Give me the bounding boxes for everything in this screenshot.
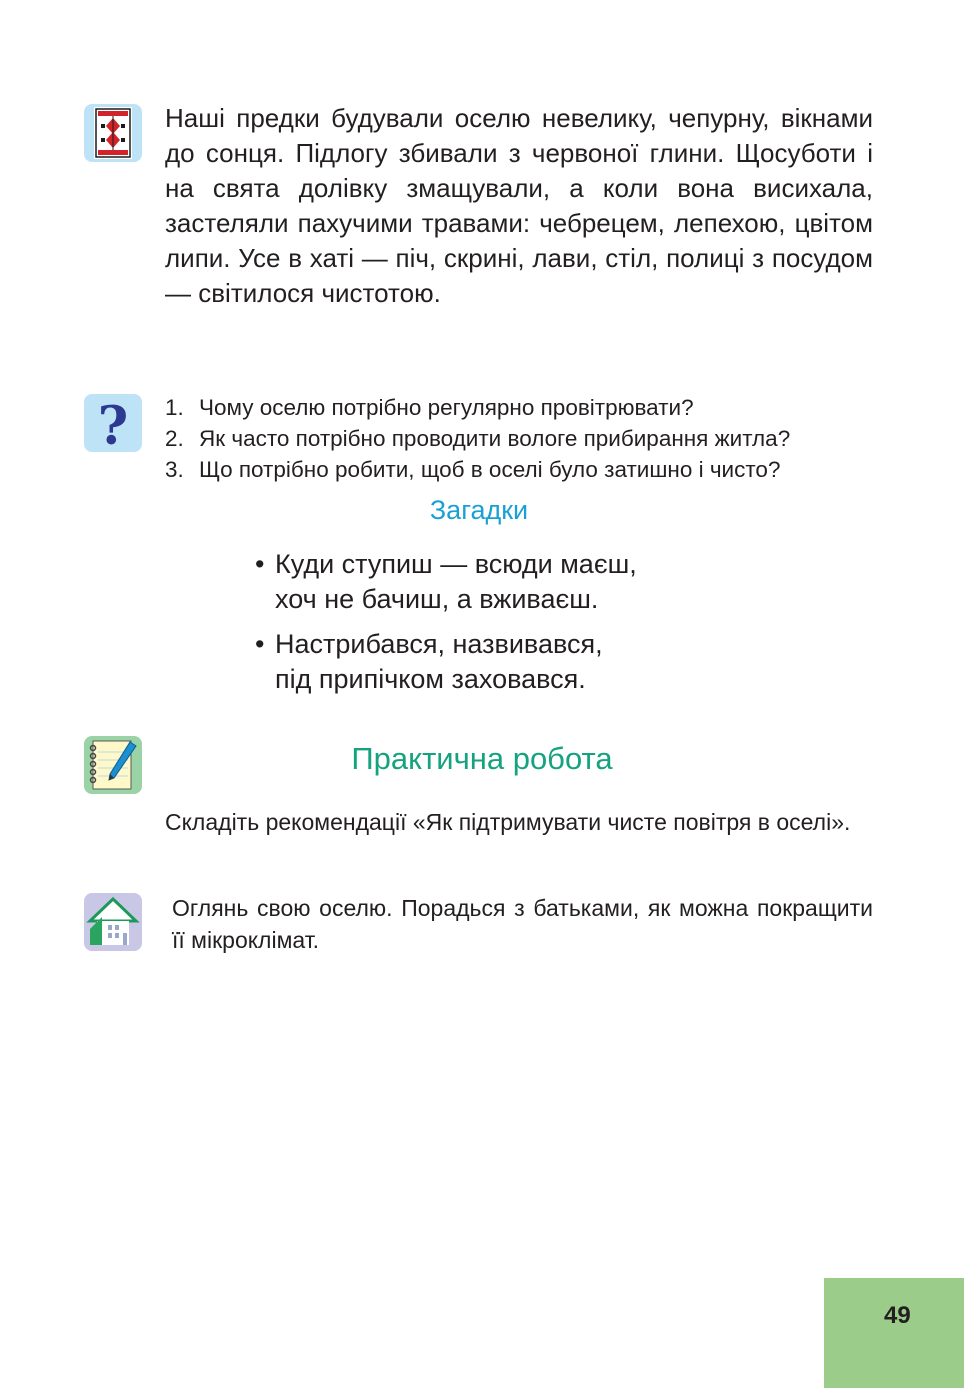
svg-text:?: ? xyxy=(97,396,129,452)
riddle-line: хоч не бачиш, а вживаєш. xyxy=(275,584,599,614)
practical-heading-text: Практична робота xyxy=(351,741,613,776)
question-number: 2. xyxy=(165,426,184,451)
riddles-heading-text: Загадки xyxy=(429,495,529,525)
list-item xyxy=(255,627,855,697)
riddles-heading xyxy=(0,495,964,526)
riddle-line: Настрибався, назвивався, xyxy=(275,629,603,659)
practical-heading xyxy=(0,741,964,777)
intro-paragraph: Наші предки будували оселю невелику, чепурну, вікнами до сонця. Підлогу збивали з червоної глини. Щосуботи і на свята долівку змащували, а коли вона висихала, застеляли пахучими травами: чебрецем, лепехою, цвітом липи. Усе в хаті — піч, скрині, лави, стіл, полиці з посудом — світилося чистотою. xyxy=(165,103,873,308)
riddles-list xyxy=(255,547,855,707)
list-item xyxy=(165,454,885,485)
riddle-line: під припічком заховався. xyxy=(275,664,586,694)
question-mark-icon xyxy=(84,394,142,452)
question-text: Чому оселю потрібно регулярно провітрювати? xyxy=(199,395,694,420)
question-text: Що потрібно робити, щоб в оселі було затишно і чисто? xyxy=(199,457,781,482)
question-number: 1. xyxy=(165,395,184,420)
embroidery-icon xyxy=(84,104,142,162)
page-number-tab xyxy=(824,1278,964,1388)
question-list xyxy=(165,392,885,485)
riddle-line: Куди ступиш — всюди маєш, xyxy=(275,549,637,579)
bullet-icon: • xyxy=(255,629,265,659)
page-number: 49 xyxy=(884,1302,911,1329)
list-item xyxy=(165,423,885,454)
list-item xyxy=(255,547,855,617)
question-number: 3. xyxy=(165,457,184,482)
home-task: Оглянь свою оселю. Порадься з батьками, як можна покращити її мікроклімат. xyxy=(172,895,873,953)
house-icon xyxy=(84,893,142,951)
practical-task: Складіть рекомендації «Як підтримувати чисте повітря в оселі». xyxy=(165,809,851,835)
list-item xyxy=(165,392,885,423)
bullet-icon: • xyxy=(255,549,265,579)
question-text: Як часто потрібно проводити вологе прибирання житла? xyxy=(199,426,791,451)
